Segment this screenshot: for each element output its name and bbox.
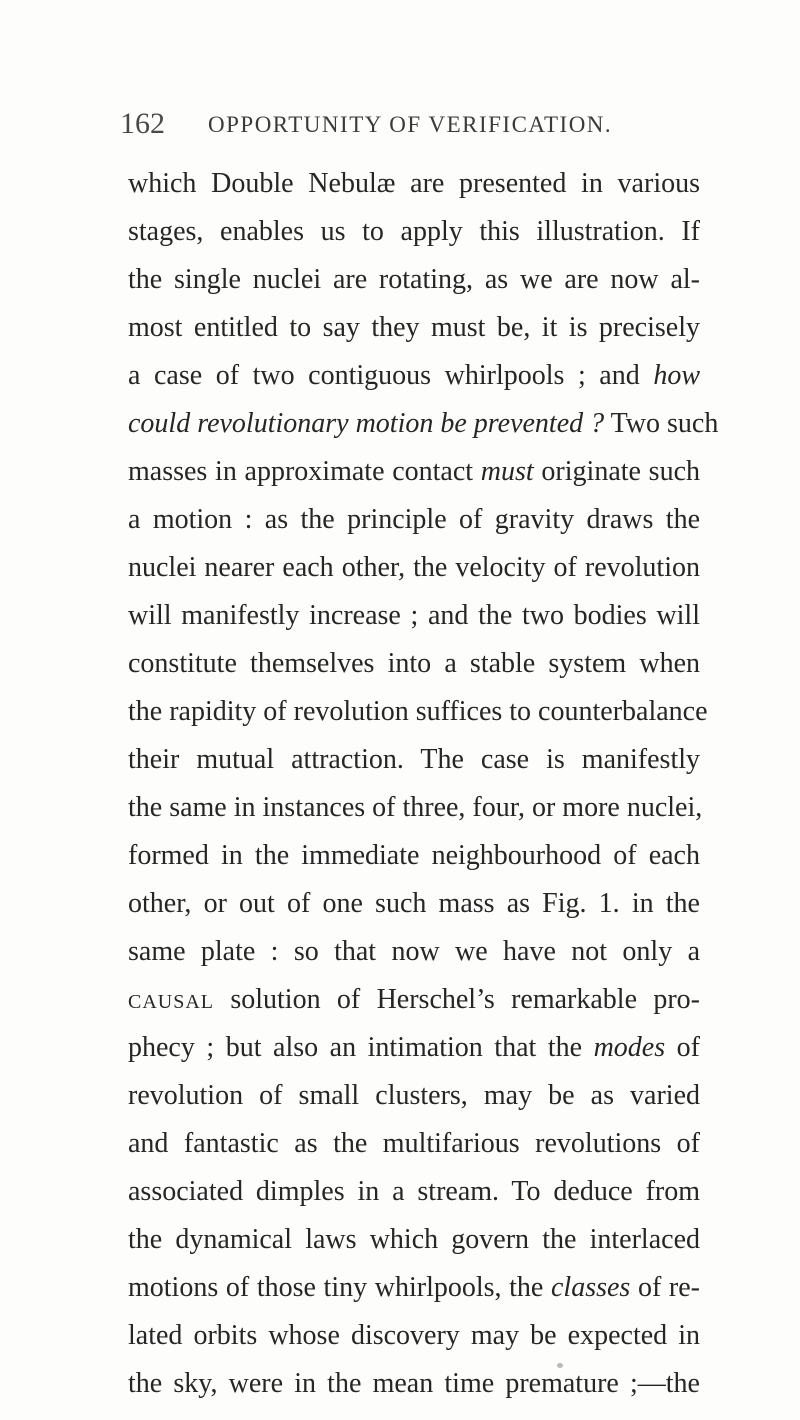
text-line — [128, 928, 700, 976]
text-segment: other, or out of one such mass as Fig. 1. in the — [128, 888, 700, 919]
text-line — [128, 640, 700, 688]
text-segment: revolution of small clusters, may be as varied — [128, 1080, 700, 1111]
italic-text: classes — [551, 1272, 631, 1303]
text-line — [128, 976, 700, 1024]
text-line — [128, 592, 700, 640]
text-line — [128, 1216, 700, 1264]
text-segment: constitute themselves into a stable system when — [128, 648, 700, 679]
text-segment: associated dimples in a stream. To deduce from — [128, 1176, 700, 1207]
text-line — [128, 1024, 700, 1072]
text-segment: the rapidity of revolution suffices to counterbalance — [128, 696, 708, 727]
text-segment: originate such — [533, 456, 700, 487]
text-line — [128, 400, 719, 448]
text-segment: solution of Herschel’s remarkable pro- — [214, 984, 700, 1015]
text-segment: phecy ; but also an intimation that the — [128, 1032, 594, 1063]
text-line — [128, 1360, 700, 1408]
page-header — [120, 104, 720, 144]
text-segment: masses in approximate contact — [128, 456, 481, 487]
text-segment: Two such — [604, 408, 719, 439]
text-segment: the sky, were in the mean time premature ;—the — [128, 1368, 700, 1399]
text-segment: and fantastic as the multifarious revolutions of — [128, 1128, 700, 1159]
text-segment: lated orbits whose discovery may be expected in — [128, 1320, 700, 1351]
text-segment: which Double Nebulæ are presented in various — [128, 168, 700, 199]
text-segment: same plate : so that now we have not only a — [128, 936, 700, 967]
body-text — [128, 160, 719, 1408]
text-segment: a motion : as the principle of gravity draws the — [128, 504, 700, 535]
text-segment: will manifestly increase ; and the two bodies will — [128, 600, 700, 631]
text-line — [128, 352, 700, 400]
text-line — [128, 496, 700, 544]
text-line — [128, 688, 708, 736]
text-line — [128, 1312, 700, 1360]
text-segment: nuclei nearer each other, the velocity of revolution — [128, 552, 700, 583]
text-segment: most entitled to say they must be, it is precisely — [128, 312, 700, 343]
page-number: 162 — [120, 107, 165, 140]
text-segment: a case of two contiguous whirlpools ; and — [128, 360, 654, 391]
text-line — [128, 304, 700, 352]
ink-speck — [557, 1363, 563, 1368]
text-segment: the dynamical laws which govern the interlaced — [128, 1224, 700, 1255]
italic-text: how — [653, 360, 700, 391]
text-line — [128, 1168, 700, 1216]
text-line — [128, 256, 700, 304]
text-line — [128, 448, 700, 496]
text-line — [128, 1264, 700, 1312]
text-line — [128, 880, 700, 928]
text-line — [128, 784, 703, 832]
text-segment: of re- — [630, 1272, 700, 1303]
running-head: OPPORTUNITY OF VERIFICATION. — [208, 112, 613, 137]
text-line — [128, 1120, 700, 1168]
text-line — [128, 544, 700, 592]
text-segment: of — [665, 1032, 700, 1063]
text-segment: the single nuclei are rotating, as we are now al- — [128, 264, 700, 295]
small-caps-text: causal — [128, 984, 215, 1015]
text-segment: the same in instances of three, four, or more nuclei, — [128, 792, 703, 823]
text-segment: their mutual attraction. The case is manifestly — [128, 744, 700, 775]
text-line — [128, 736, 700, 784]
text-segment: formed in the immediate neighbourhood of each — [128, 840, 700, 871]
text-line — [128, 1072, 700, 1120]
text-line — [128, 160, 700, 208]
italic-text: must — [480, 456, 534, 487]
text-line — [128, 208, 700, 256]
text-segment: stages, enables us to apply this illustration. If — [128, 216, 700, 247]
text-segment: motions of those tiny whirlpools, the — [128, 1272, 551, 1303]
italic-text: modes — [593, 1032, 666, 1063]
italic-text: could revolutionary motion be prevented ? — [128, 408, 605, 439]
text-line — [128, 832, 700, 880]
